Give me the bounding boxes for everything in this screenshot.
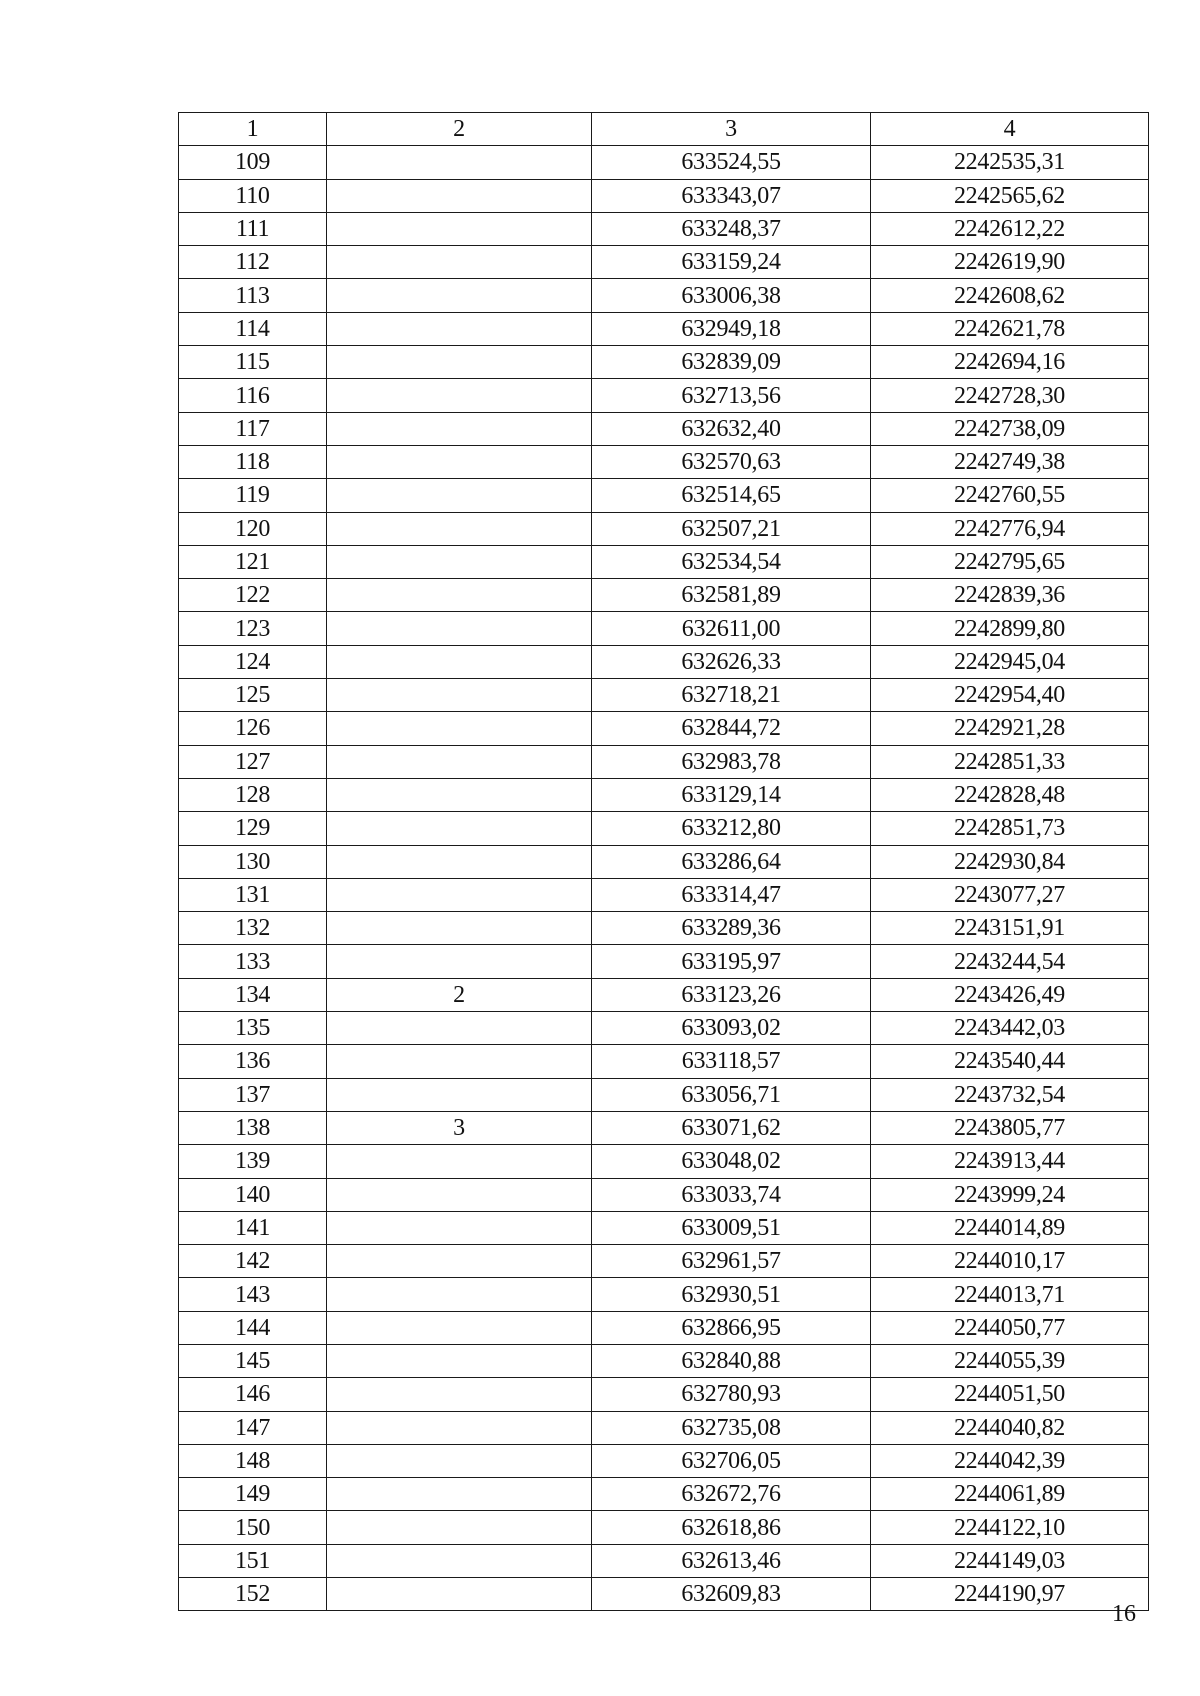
x-coordinate-cell: 633048,02 (592, 1145, 871, 1178)
table-row (179, 579, 1149, 612)
x-coordinate-cell: 632949,18 (592, 312, 871, 345)
point-number-cell: 147 (179, 1411, 327, 1444)
table-row (179, 1311, 1149, 1344)
y-coordinate-cell: 2242565,62 (871, 179, 1149, 212)
table-row (179, 1544, 1149, 1577)
x-coordinate-cell: 632632,40 (592, 412, 871, 445)
x-coordinate-cell: 633159,24 (592, 246, 871, 279)
y-coordinate-cell: 2244051,50 (871, 1378, 1149, 1411)
x-coordinate-cell: 632866,95 (592, 1311, 871, 1344)
point-number-cell: 118 (179, 445, 327, 478)
table-row (179, 1444, 1149, 1477)
point-number-cell: 110 (179, 179, 327, 212)
y-coordinate-cell: 2242954,40 (871, 679, 1149, 712)
y-coordinate-cell: 2244050,77 (871, 1311, 1149, 1344)
section-cell (327, 579, 592, 612)
y-coordinate-cell: 2244014,89 (871, 1211, 1149, 1244)
section-cell (327, 679, 592, 712)
table-row (179, 845, 1149, 878)
point-number-cell: 148 (179, 1444, 327, 1477)
y-coordinate-cell: 2244040,82 (871, 1411, 1149, 1444)
y-coordinate-cell: 2242760,55 (871, 479, 1149, 512)
table-row (179, 179, 1149, 212)
y-coordinate-cell: 2244149,03 (871, 1544, 1149, 1577)
point-number-cell: 136 (179, 1045, 327, 1078)
section-cell (327, 545, 592, 578)
header-cell-4: 4 (871, 113, 1149, 146)
section-cell (327, 1411, 592, 1444)
section-cell (327, 778, 592, 811)
section-cell (327, 745, 592, 778)
point-number-cell: 124 (179, 645, 327, 678)
table-row (179, 912, 1149, 945)
y-coordinate-cell: 2244190,97 (871, 1578, 1149, 1611)
x-coordinate-cell: 632844,72 (592, 712, 871, 745)
section-cell (327, 1544, 592, 1577)
x-coordinate-cell: 632534,54 (592, 545, 871, 578)
section-cell (327, 1444, 592, 1477)
y-coordinate-cell: 2242612,22 (871, 212, 1149, 245)
point-number-cell: 145 (179, 1344, 327, 1377)
section-cell (327, 379, 592, 412)
point-number-cell: 112 (179, 246, 327, 279)
table-row (179, 645, 1149, 678)
point-number-cell: 111 (179, 212, 327, 245)
section-cell (327, 212, 592, 245)
x-coordinate-cell: 632514,65 (592, 479, 871, 512)
y-coordinate-cell: 2243999,24 (871, 1178, 1149, 1211)
y-coordinate-cell: 2242694,16 (871, 346, 1149, 379)
y-coordinate-cell: 2244055,39 (871, 1344, 1149, 1377)
table-row (179, 379, 1149, 412)
table-row (179, 612, 1149, 645)
point-number-cell: 131 (179, 878, 327, 911)
x-coordinate-cell: 632618,86 (592, 1511, 871, 1544)
x-coordinate-cell: 633071,62 (592, 1111, 871, 1144)
table-row (179, 146, 1149, 179)
table-row (179, 279, 1149, 312)
section-cell (327, 1178, 592, 1211)
section-cell (327, 1211, 592, 1244)
section-cell (327, 146, 592, 179)
y-coordinate-cell: 2242851,33 (871, 745, 1149, 778)
table-row (179, 1178, 1149, 1211)
x-coordinate-cell: 633006,38 (592, 279, 871, 312)
y-coordinate-cell: 2243244,54 (871, 945, 1149, 978)
point-number-cell: 127 (179, 745, 327, 778)
section-cell (327, 712, 592, 745)
table-row (179, 545, 1149, 578)
section-cell (327, 1311, 592, 1344)
point-number-cell: 150 (179, 1511, 327, 1544)
x-coordinate-cell: 632626,33 (592, 645, 871, 678)
y-coordinate-cell: 2242535,31 (871, 146, 1149, 179)
x-coordinate-cell: 632735,08 (592, 1411, 871, 1444)
point-number-cell: 115 (179, 346, 327, 379)
table-row (179, 1478, 1149, 1511)
y-coordinate-cell: 2243077,27 (871, 878, 1149, 911)
x-coordinate-cell: 632611,00 (592, 612, 871, 645)
point-number-cell: 132 (179, 912, 327, 945)
table-row (179, 479, 1149, 512)
point-number-cell: 130 (179, 845, 327, 878)
point-number-cell: 121 (179, 545, 327, 578)
section-cell (327, 1145, 592, 1178)
point-number-cell: 137 (179, 1078, 327, 1111)
y-coordinate-cell: 2243151,91 (871, 912, 1149, 945)
y-coordinate-cell: 2242795,65 (871, 545, 1149, 578)
header-cell-3: 3 (592, 113, 871, 146)
section-cell (327, 279, 592, 312)
table-row (179, 212, 1149, 245)
x-coordinate-cell: 632983,78 (592, 745, 871, 778)
point-number-cell: 123 (179, 612, 327, 645)
point-number-cell: 151 (179, 1544, 327, 1577)
section-cell (327, 945, 592, 978)
y-coordinate-cell: 2242776,94 (871, 512, 1149, 545)
y-coordinate-cell: 2242608,62 (871, 279, 1149, 312)
y-coordinate-cell: 2242930,84 (871, 845, 1149, 878)
x-coordinate-cell: 633033,74 (592, 1178, 871, 1211)
y-coordinate-cell: 2244042,39 (871, 1444, 1149, 1477)
section-cell: 2 (327, 978, 592, 1011)
section-cell (327, 1278, 592, 1311)
x-coordinate-cell: 633524,55 (592, 146, 871, 179)
point-number-cell: 117 (179, 412, 327, 445)
table-row (179, 1045, 1149, 1078)
page-number: 16 (1112, 1601, 1136, 1627)
table-row (179, 1278, 1149, 1311)
y-coordinate-cell: 2244061,89 (871, 1478, 1149, 1511)
y-coordinate-cell: 2243426,49 (871, 978, 1149, 1011)
point-number-cell: 134 (179, 978, 327, 1011)
x-coordinate-cell: 632839,09 (592, 346, 871, 379)
x-coordinate-cell: 633289,36 (592, 912, 871, 945)
section-cell (327, 1245, 592, 1278)
y-coordinate-cell: 2242839,36 (871, 579, 1149, 612)
point-number-cell: 128 (179, 778, 327, 811)
section-cell (327, 812, 592, 845)
table-header-row (179, 113, 1149, 146)
section-cell (327, 246, 592, 279)
section-cell (327, 1045, 592, 1078)
x-coordinate-cell: 632672,76 (592, 1478, 871, 1511)
point-number-cell: 135 (179, 1012, 327, 1045)
x-coordinate-cell: 633248,37 (592, 212, 871, 245)
table-row (179, 1378, 1149, 1411)
point-number-cell: 144 (179, 1311, 327, 1344)
point-number-cell: 149 (179, 1478, 327, 1511)
table-row (179, 712, 1149, 745)
section-cell (327, 1378, 592, 1411)
y-coordinate-cell: 2243913,44 (871, 1145, 1149, 1178)
x-coordinate-cell: 632713,56 (592, 379, 871, 412)
y-coordinate-cell: 2242749,38 (871, 445, 1149, 478)
x-coordinate-cell: 633056,71 (592, 1078, 871, 1111)
point-number-cell: 116 (179, 379, 327, 412)
point-number-cell: 152 (179, 1578, 327, 1611)
section-cell (327, 312, 592, 345)
point-number-cell: 125 (179, 679, 327, 712)
x-coordinate-cell: 632613,46 (592, 1544, 871, 1577)
table-row (179, 312, 1149, 345)
x-coordinate-cell: 632609,83 (592, 1578, 871, 1611)
point-number-cell: 142 (179, 1245, 327, 1278)
table-row (179, 778, 1149, 811)
table-row (179, 745, 1149, 778)
y-coordinate-cell: 2242738,09 (871, 412, 1149, 445)
section-cell (327, 912, 592, 945)
y-coordinate-cell: 2243442,03 (871, 1012, 1149, 1045)
y-coordinate-cell: 2244010,17 (871, 1245, 1149, 1278)
y-coordinate-cell: 2242851,73 (871, 812, 1149, 845)
section-cell (327, 479, 592, 512)
table-row (179, 1111, 1149, 1144)
section-cell (327, 412, 592, 445)
table-row (179, 1578, 1149, 1611)
x-coordinate-cell: 632930,51 (592, 1278, 871, 1311)
table-row (179, 679, 1149, 712)
point-number-cell: 109 (179, 146, 327, 179)
point-number-cell: 140 (179, 1178, 327, 1211)
table-row (179, 978, 1149, 1011)
x-coordinate-cell: 632961,57 (592, 1245, 871, 1278)
y-coordinate-cell: 2242899,80 (871, 612, 1149, 645)
point-number-cell: 138 (179, 1111, 327, 1144)
table-row (179, 1344, 1149, 1377)
x-coordinate-cell: 632507,21 (592, 512, 871, 545)
x-coordinate-cell: 632570,63 (592, 445, 871, 478)
point-number-cell: 141 (179, 1211, 327, 1244)
section-cell (327, 512, 592, 545)
header-cell-2: 2 (327, 113, 592, 146)
table-row (179, 412, 1149, 445)
y-coordinate-cell: 2244122,10 (871, 1511, 1149, 1544)
y-coordinate-cell: 2243732,54 (871, 1078, 1149, 1111)
point-number-cell: 133 (179, 945, 327, 978)
table-row (179, 512, 1149, 545)
point-number-cell: 129 (179, 812, 327, 845)
y-coordinate-cell: 2243805,77 (871, 1111, 1149, 1144)
section-cell (327, 612, 592, 645)
x-coordinate-cell: 632581,89 (592, 579, 871, 612)
section-cell (327, 445, 592, 478)
point-number-cell: 122 (179, 579, 327, 612)
x-coordinate-cell: 632840,88 (592, 1344, 871, 1377)
y-coordinate-cell: 2244013,71 (871, 1278, 1149, 1311)
table-row (179, 445, 1149, 478)
y-coordinate-cell: 2242619,90 (871, 246, 1149, 279)
table-row (179, 945, 1149, 978)
x-coordinate-cell: 632718,21 (592, 679, 871, 712)
section-cell (327, 1078, 592, 1111)
section-cell (327, 1012, 592, 1045)
table-row (179, 346, 1149, 379)
table-row (179, 1511, 1149, 1544)
y-coordinate-cell: 2243540,44 (871, 1045, 1149, 1078)
section-cell (327, 1578, 592, 1611)
table-row (179, 1211, 1149, 1244)
table-row (179, 1012, 1149, 1045)
x-coordinate-cell: 633286,64 (592, 845, 871, 878)
x-coordinate-cell: 633129,14 (592, 778, 871, 811)
y-coordinate-cell: 2242621,78 (871, 312, 1149, 345)
section-cell (327, 845, 592, 878)
x-coordinate-cell: 633093,02 (592, 1012, 871, 1045)
point-number-cell: 126 (179, 712, 327, 745)
x-coordinate-cell: 633343,07 (592, 179, 871, 212)
point-number-cell: 146 (179, 1378, 327, 1411)
table-row (179, 1411, 1149, 1444)
x-coordinate-cell: 633195,97 (592, 945, 871, 978)
y-coordinate-cell: 2242828,48 (871, 778, 1149, 811)
x-coordinate-cell: 632780,93 (592, 1378, 871, 1411)
table-row (179, 1245, 1149, 1278)
x-coordinate-cell: 633123,26 (592, 978, 871, 1011)
x-coordinate-cell: 632706,05 (592, 1444, 871, 1477)
x-coordinate-cell: 633212,80 (592, 812, 871, 845)
section-cell (327, 1511, 592, 1544)
section-cell (327, 1344, 592, 1377)
table-row (179, 1145, 1149, 1178)
point-number-cell: 119 (179, 479, 327, 512)
table-row (179, 812, 1149, 845)
table-body (179, 113, 1149, 1611)
point-number-cell: 139 (179, 1145, 327, 1178)
section-cell (327, 878, 592, 911)
section-cell (327, 179, 592, 212)
coordinates-table (178, 112, 1149, 1611)
table-row (179, 1078, 1149, 1111)
point-number-cell: 114 (179, 312, 327, 345)
point-number-cell: 113 (179, 279, 327, 312)
section-cell (327, 645, 592, 678)
y-coordinate-cell: 2242728,30 (871, 379, 1149, 412)
x-coordinate-cell: 633009,51 (592, 1211, 871, 1244)
section-cell: 3 (327, 1111, 592, 1144)
x-coordinate-cell: 633118,57 (592, 1045, 871, 1078)
point-number-cell: 143 (179, 1278, 327, 1311)
y-coordinate-cell: 2242921,28 (871, 712, 1149, 745)
point-number-cell: 120 (179, 512, 327, 545)
table-row (179, 878, 1149, 911)
section-cell (327, 346, 592, 379)
table-row (179, 246, 1149, 279)
header-cell-1: 1 (179, 113, 327, 146)
section-cell (327, 1478, 592, 1511)
y-coordinate-cell: 2242945,04 (871, 645, 1149, 678)
x-coordinate-cell: 633314,47 (592, 878, 871, 911)
